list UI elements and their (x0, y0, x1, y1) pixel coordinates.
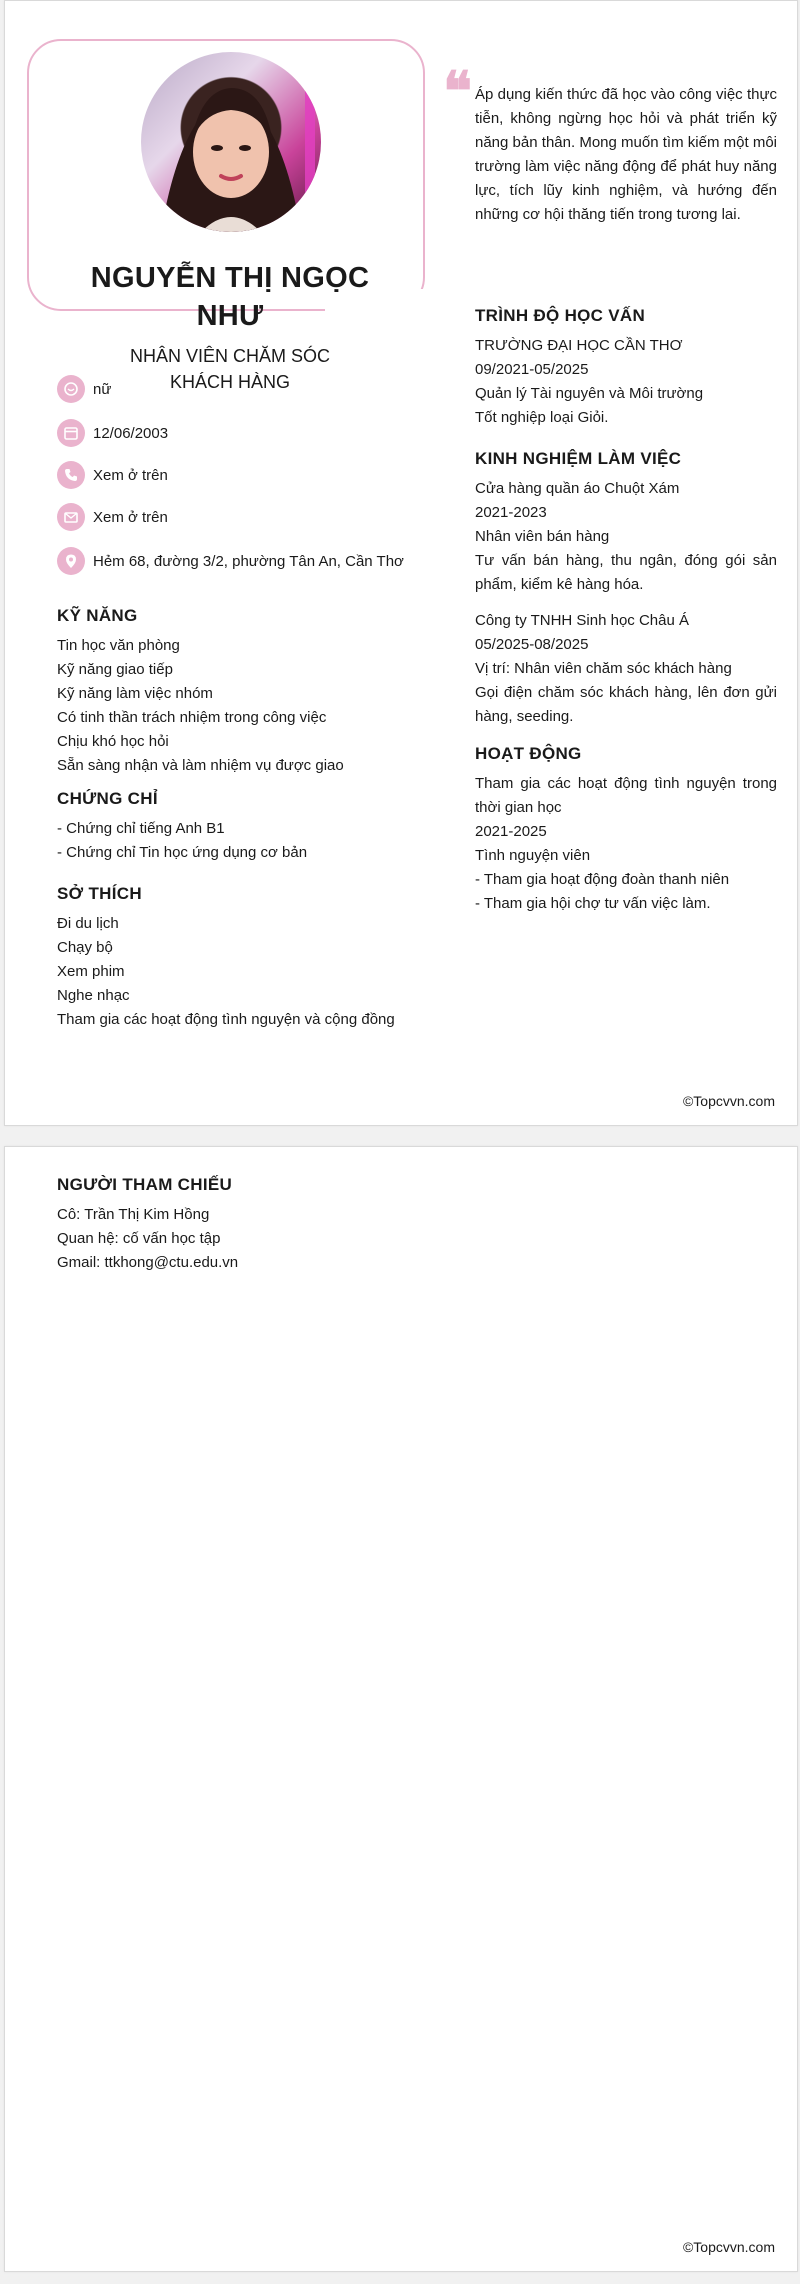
gender-value: nữ (93, 380, 112, 398)
certificate-item: - Chứng chỉ Tin học ứng dụng cơ bản (57, 844, 308, 861)
job-company: Công ty TNHH Sinh học Châu Á (475, 612, 689, 629)
skill-item: Kỹ năng giao tiếp (57, 661, 173, 678)
job-description: Tư vấn bán hàng, thu ngân, đóng gói sản phẩm, kiểm kê hàng hóa. (475, 552, 777, 593)
activity-role: Tình nguyện viên (475, 847, 591, 864)
skills-list (57, 634, 344, 778)
job-period: 2021-2023 (475, 504, 547, 521)
skill-item: Có tinh thần trách nhiệm trong công việc (57, 709, 327, 726)
info-gender (57, 375, 111, 403)
career-objective: Áp dụng kiến thức đã học vào công việc thực tiễn, không ngừng học hỏi và phát triển kỹ năng bản thân. Mong muốn tìm kiếm một môi trường làm việc năng động để phát huy năng lực, tích lũy kinh nghiệm, và hướng đến những cơ hội thăng tiến trong tương lai. (475, 86, 777, 223)
skill-item: Tin học văn phòng (57, 637, 180, 654)
education-heading: TRÌNH ĐỘ HỌC VẤN (475, 306, 646, 325)
address-value: Hẻm 68, đường 3/2, phường Tân An, Cần Thơ (93, 552, 404, 570)
certificate-item: - Chứng chỉ tiếng Anh B1 (57, 820, 225, 837)
skill-item: Sẵn sàng nhận và làm nhiệm vụ được giao (57, 757, 344, 774)
experience-job-2 (475, 609, 777, 729)
activity-period: 2021-2025 (475, 823, 547, 840)
hobby-item: Chạy bộ (57, 939, 113, 956)
gender-icon (57, 375, 85, 403)
references-block (57, 1203, 238, 1275)
education-major: Quản lý Tài nguyên và Môi trường (475, 385, 704, 402)
skills-heading: KỸ NĂNG (57, 606, 138, 625)
activities-block (475, 772, 777, 916)
hobby-item: Tham gia các hoạt động tình nguyện và cộng đồng (57, 1011, 395, 1028)
education-period: 09/2021-05/2025 (475, 361, 589, 378)
activity-item: - Tham gia hội chợ tư vấn việc làm. (475, 895, 711, 912)
location-pin-icon (57, 547, 85, 575)
reference-line: Gmail: ttkhong@ctu.edu.vn (57, 1254, 239, 1271)
job-period: 05/2025-08/2025 (475, 636, 589, 653)
hobbies-list (57, 912, 395, 1032)
activity-name: Tham gia các hoạt động tình nguyện trong thời gian học (475, 775, 777, 816)
candidate-title: NHÂN VIÊN CHĂM SÓC KHÁCH HÀNG (129, 346, 331, 392)
job-description: Gọi điện chăm sóc khách hàng, lên đơn gửi hàng, seeding. (475, 684, 777, 725)
candidate-name: NGUYỄN THỊ NGỌC NHƯ (90, 262, 370, 332)
info-address (57, 547, 404, 575)
job-position: Nhân viên bán hàng (475, 528, 610, 545)
avatar (141, 52, 321, 232)
hobbies-heading: SỞ THÍCH (57, 884, 142, 903)
quote-icon: ❝ (443, 59, 473, 123)
reference-line: Cô: Trần Thị Kim Hồng (57, 1206, 210, 1223)
info-email (57, 503, 168, 531)
experience-heading: KINH NGHIỆM LÀM VIỆC (475, 449, 682, 468)
info-phone (57, 461, 168, 489)
references-heading: NGƯỜI THAM CHIẾU (57, 1175, 233, 1194)
info-birthdate (57, 419, 168, 447)
education-school: TRƯỜNG ĐẠI HỌC CẦN THƠ (475, 337, 683, 354)
activity-item: - Tham gia hoạt động đoàn thanh niên (475, 871, 730, 888)
cv-page-2 (4, 1146, 798, 2272)
footer-copyright: ©Topcvvn.com (682, 2239, 775, 2255)
email-icon (57, 503, 85, 531)
education-result: Tốt nghiệp loại Giỏi. (475, 409, 609, 426)
job-position: Vị trí: Nhân viên chăm sóc khách hàng (475, 660, 732, 677)
birthdate-value: 12/06/2003 (93, 424, 169, 442)
hobby-item: Xem phim (57, 963, 125, 980)
calendar-icon (57, 419, 85, 447)
job-company: Cửa hàng quần áo Chuột Xám (475, 480, 680, 497)
email-value: Xem ở trên (93, 508, 168, 526)
skill-item: Chịu khó học hỏi (57, 733, 169, 750)
footer-copyright: ©Topcvvn.com (682, 1093, 775, 1109)
hobby-item: Đi du lịch (57, 915, 119, 932)
certificates-heading: CHỨNG CHỈ (57, 789, 158, 808)
experience-job-1 (475, 477, 777, 597)
cv-page-1 (4, 0, 798, 1126)
activities-heading: HOẠT ĐỘNG (475, 744, 582, 763)
phone-value: Xem ở trên (93, 466, 168, 484)
phone-icon (57, 461, 85, 489)
reference-line: Quan hệ: cố vấn học tập (57, 1230, 221, 1247)
certificates-list (57, 817, 307, 865)
hobby-item: Nghe nhạc (57, 987, 130, 1004)
education-block (475, 334, 777, 430)
skill-item: Kỹ năng làm việc nhóm (57, 685, 213, 702)
